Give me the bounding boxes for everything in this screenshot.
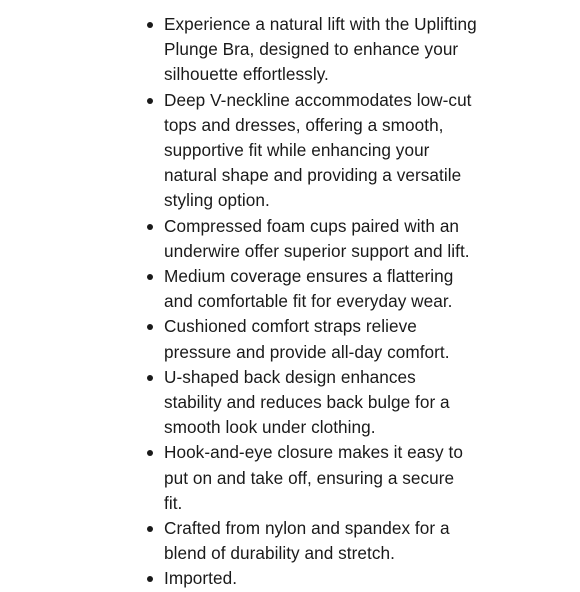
bullet-icon (147, 274, 153, 280)
bullet-icon (147, 98, 153, 104)
list-item (147, 12, 477, 88)
list-item (147, 314, 477, 364)
list-item-text: Hook-and-eye closure makes it easy to put on and take off, ensuring a secure fit. (164, 442, 463, 513)
list-item (147, 566, 477, 591)
list-item-text: Cushioned comfort straps relieve pressure and provide all-day comfort. (164, 316, 450, 362)
list-item-text: U-shaped back design enhances stability and reduces back bulge for a smooth look under clothing. (164, 366, 450, 438)
list-item-text: Experience a natural lift with the Uplifting Plunge Bra, designed to enhance your silhouette effortlessly. (164, 14, 477, 85)
list-item (147, 365, 477, 441)
list-item-text: Compressed foam cups paired with an underwire offer superior support and lift. (164, 215, 470, 261)
list-item-text: Crafted from nylon and spandex for a blend of durability and stretch. (164, 518, 450, 564)
bullet-icon (147, 324, 153, 330)
bullet-icon (147, 526, 153, 532)
list-item-text: Imported. (164, 568, 238, 589)
list-item (147, 264, 477, 314)
feature-list (147, 12, 477, 592)
bullet-icon (147, 576, 153, 582)
list-item-text: Medium coverage ensures a flattering and comfortable fit for everyday wear. (164, 266, 454, 312)
list-item (147, 214, 477, 264)
list-item-text: Deep V-neckline accommodates low-cut tops and dresses, offering a smooth, supportive fit while enhancing your natural shape and providing a versatile styling option. (164, 89, 472, 211)
list-item (147, 516, 477, 566)
bullet-icon (147, 224, 153, 230)
bullet-icon (147, 375, 153, 381)
bullet-icon (147, 450, 153, 456)
list-item (147, 440, 477, 516)
list-item (147, 88, 477, 214)
bullet-icon (147, 22, 153, 28)
